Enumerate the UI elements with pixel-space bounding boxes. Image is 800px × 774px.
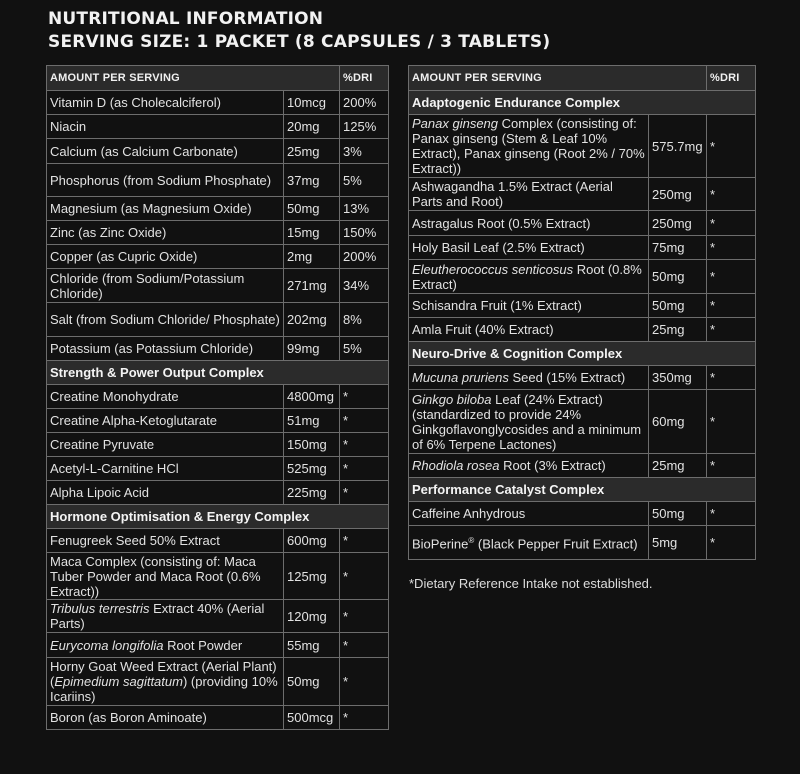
amount-header: AMOUNT PER SERVING [47, 66, 340, 91]
table-row [47, 337, 389, 361]
nutrient-amount: 202mg [284, 303, 340, 337]
nutrient-dri: 200% [340, 245, 389, 269]
nutrient-amount: 51mg [284, 409, 340, 433]
table-row [47, 139, 389, 164]
serving-size: SERVING SIZE: 1 PACKET (8 CAPSULES / 3 TABLETS) [48, 32, 551, 52]
table-row: Ashwagandha 1.5% Extract (Aerial Parts and Root) 250mg * [409, 178, 756, 211]
table-row [47, 269, 389, 303]
table-row [47, 115, 389, 139]
footnote: *Dietary Reference Intake not established. [409, 576, 653, 591]
nutrient-dri: * [340, 457, 389, 481]
table-row: Horny Goat Weed Extract (Aerial Plant) (Epimedium sagittatum) (providing 10% Icariins) 50mg * [47, 658, 389, 706]
nutrient-name: Niacin [47, 115, 284, 139]
table-row [47, 221, 389, 245]
nutrient-name: Creatine Alpha-Ketoglutarate [47, 409, 284, 433]
nutrient-name: Copper (as Cupric Oxide) [47, 245, 284, 269]
table-row [47, 197, 389, 221]
table-row [47, 385, 389, 409]
nutrient-dri: 5% [340, 337, 389, 361]
table-row: Tribulus terrestris Extract 40% (Aerial Parts) 120mg * [47, 600, 389, 633]
table-row [47, 245, 389, 269]
nutrient-dri: 150% [340, 221, 389, 245]
table-header-row [409, 66, 756, 91]
nutrient-dri: 5% [340, 164, 389, 197]
page-title: NUTRITIONAL INFORMATION [48, 9, 324, 29]
table-row: Amla Fruit (40% Extract) 25mg * [409, 318, 756, 342]
table-row: Fenugreek Seed 50% Extract 600mg * [47, 529, 389, 553]
nutrient-amount: 271mg [284, 269, 340, 303]
nutrient-name: Magnesium (as Magnesium Oxide) [47, 197, 284, 221]
section-header-performance: Performance Catalyst Complex [409, 478, 756, 502]
nutrient-dri: * [340, 481, 389, 505]
table-row [47, 481, 389, 505]
section-header-hormone: Hormone Optimisation & Energy Complex [47, 505, 389, 529]
table-row: Rhodiola rosea Root (3% Extract) 25mg * [409, 454, 756, 478]
nutrient-amount: 25mg [284, 139, 340, 164]
nutrient-dri: * [340, 433, 389, 457]
nutrient-amount: 10mcg [284, 91, 340, 115]
nutrient-amount: 37mg [284, 164, 340, 197]
table-row [47, 164, 389, 197]
nutrient-amount: 2mg [284, 245, 340, 269]
nutrient-name: Zinc (as Zinc Oxide) [47, 221, 284, 245]
section-header-adaptogenic: Adaptogenic Endurance Complex [409, 91, 756, 115]
nutrient-name: Potassium (as Potassium Chloride) [47, 337, 284, 361]
table-row: Maca Complex (consisting of: Maca Tuber Powder and Maca Root (0.6% Extract)) 125mg * [47, 553, 389, 600]
nutrient-name: Creatine Monohydrate [47, 385, 284, 409]
nutrient-dri: 34% [340, 269, 389, 303]
section-header-neuro: Neuro-Drive & Cognition Complex [409, 342, 756, 366]
nutrient-dri: 8% [340, 303, 389, 337]
nutrient-dri: 125% [340, 115, 389, 139]
nutrient-amount: 20mg [284, 115, 340, 139]
table-row: Panax ginseng Complex (consisting of: Panax ginseng (Stem & Leaf 10% Extract), Panax ginseng (Root 2% / 70% Extract)) 575.7mg * [409, 115, 756, 178]
nutrient-dri: * [340, 385, 389, 409]
nutrition-table-left [46, 65, 389, 730]
table-row: Holy Basil Leaf (2.5% Extract) 75mg * [409, 236, 756, 260]
table-row: Eurycoma longifolia Root Powder 55mg * [47, 633, 389, 658]
nutrient-name: Chloride (from Sodium/Potassium Chloride) [47, 269, 284, 303]
nutrient-name: Calcium (as Calcium Carbonate) [47, 139, 284, 164]
nutrient-amount: 50mg [284, 197, 340, 221]
nutrient-amount: 150mg [284, 433, 340, 457]
header [48, 8, 550, 54]
nutrient-amount: 225mg [284, 481, 340, 505]
nutrient-name: Phosphorus (from Sodium Phosphate) [47, 164, 284, 197]
nutrient-amount: 4800mg [284, 385, 340, 409]
nutrient-dri: * [340, 409, 389, 433]
table-row [47, 91, 389, 115]
table-row [47, 409, 389, 433]
table-row: BioPerine® (Black Pepper Fruit Extract) 5mg * [409, 526, 756, 560]
dri-header: %DRI [707, 66, 756, 91]
nutrient-name: Acetyl-L-Carnitine HCl [47, 457, 284, 481]
nutrient-dri: 3% [340, 139, 389, 164]
table-row [47, 303, 389, 337]
table-row: Boron (as Boron Aminoate) 500mcg * [47, 706, 389, 730]
nutrient-name: Salt (from Sodium Chloride/ Phosphate) [47, 303, 284, 337]
table-row: Eleutherococcus senticosus Root (0.8% Extract) 50mg * [409, 260, 756, 294]
table-row: Caffeine Anhydrous 50mg * [409, 502, 756, 526]
section-header-strength: Strength & Power Output Complex [47, 361, 389, 385]
nutrient-name: Vitamin D (as Cholecalciferol) [47, 91, 284, 115]
table-header-row [47, 66, 389, 91]
nutrient-name: Alpha Lipoic Acid [47, 481, 284, 505]
nutrition-table-right [408, 65, 756, 560]
table-row [47, 433, 389, 457]
dri-header: %DRI [340, 66, 389, 91]
table-row: Schisandra Fruit (1% Extract) 50mg * [409, 294, 756, 318]
amount-header: AMOUNT PER SERVING [409, 66, 707, 91]
nutrient-name: Creatine Pyruvate [47, 433, 284, 457]
nutrient-dri: 13% [340, 197, 389, 221]
nutrient-amount: 15mg [284, 221, 340, 245]
nutrient-amount: 525mg [284, 457, 340, 481]
table-row: Ginkgo biloba Leaf (24% Extract) (standardized to provide 24% Ginkgoflavonglycosides and a minimum of 6% Terpene Lactones) 60mg * [409, 390, 756, 454]
nutrient-amount: 99mg [284, 337, 340, 361]
table-row: Mucuna pruriens Seed (15% Extract) 350mg * [409, 366, 756, 390]
table-row: Astragalus Root (0.5% Extract) 250mg * [409, 211, 756, 236]
table-row [47, 457, 389, 481]
nutrient-dri: 200% [340, 91, 389, 115]
